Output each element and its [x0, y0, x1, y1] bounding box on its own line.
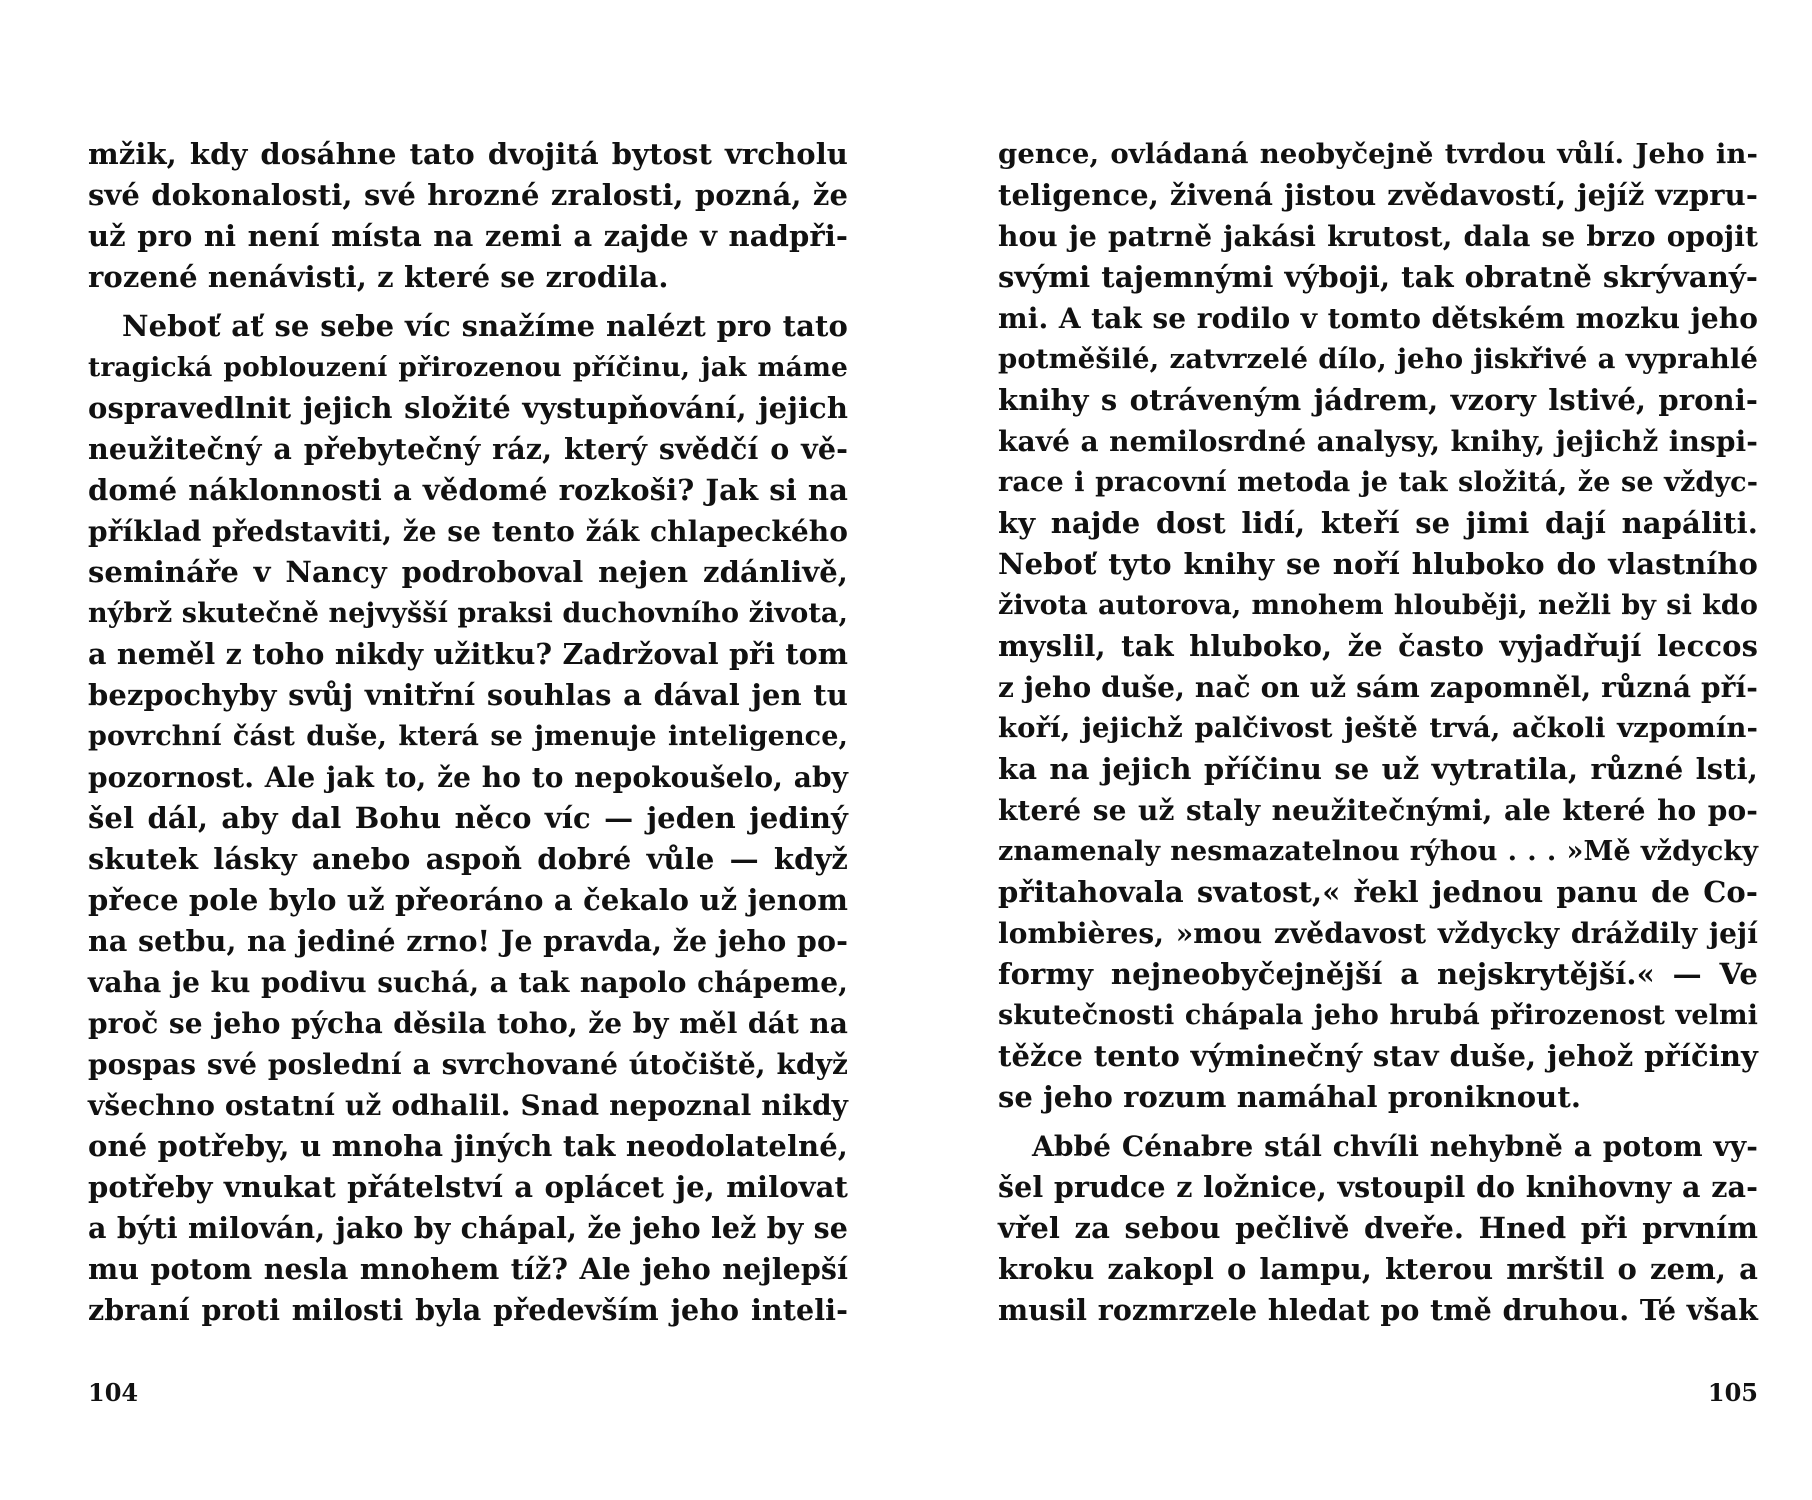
text-line: oné potřeby, u mnoha jiných tak neodolatelné, — [88, 1129, 848, 1163]
text-line: skutečnosti chápala jeho hrubá přirozenost velmi — [998, 1000, 1758, 1031]
right-page-text — [998, 134, 1758, 1331]
text-line: potměšilé, zatvrzelé dílo, jeho jiskřivé a vyprahlé — [998, 343, 1758, 375]
text-line: těžce tento výminečný stav duše, jehož příčiny — [998, 1039, 1758, 1073]
text-line: pospas své poslední a svrchované útočiště, když — [88, 1048, 848, 1081]
text-line: nýbrž skutečně nejvyšší praksi duchovního života, — [88, 598, 848, 629]
text-line: domé náklonnosti a vědomé rozkoši? Jak si na — [88, 473, 848, 507]
text-line: kavé a nemilosrdné analysy, knihy, jejichž inspi- — [998, 425, 1758, 458]
text-line: Neboť ať se sebe víc snažíme nalézt pro tato — [122, 309, 848, 343]
text-line: mžik, kdy dosáhne tato dvojitá bytost vrcholu — [88, 137, 848, 171]
text-line: vřel za sebou pečlivě dveře. Hned při prvním — [998, 1211, 1758, 1245]
text-line: mu potom nesla mnohem tíž? Ale jeho nejlepší — [88, 1252, 848, 1286]
text-line: neužitečný a přebytečný ráz, který svědčí o vě- — [88, 432, 848, 466]
text-line: zbraní proti milosti byla především jeho inteli- — [88, 1293, 848, 1327]
text-line: které se už staly neužitečnými, ale které ho po- — [998, 794, 1758, 827]
text-line: a býti milován, jako by chápal, že jeho lež by se — [88, 1211, 848, 1245]
text-line: bezpochyby svůj vnitřní souhlas a dával jen tu — [88, 678, 848, 712]
text-line: potřeby vnukat přátelství a oplácet je, milovat — [88, 1170, 848, 1204]
text-line: své dokonalosti, své hrozné zralosti, pozná, že — [88, 178, 848, 212]
text-line: a neměl z toho nikdy užitku? Zadržoval při tom — [88, 637, 848, 671]
text-line: ky najde dost lidí, kteří se jimi dají napáliti. — [998, 506, 1758, 540]
text-line: semináře v Nancy podroboval nejen zdánlivě, — [88, 555, 848, 589]
text-line: mi. A tak se rodilo v tomto dětském mozku jeho — [998, 302, 1758, 335]
text-line: pozornost. Ale jak to, že ho to nepokoušelo, aby — [88, 761, 848, 794]
text-line: rozené nenávisti, z které se zrodila. — [88, 260, 669, 294]
text-line: knihy s otráveným jádrem, vzory lstivé, proni- — [998, 383, 1758, 417]
left-page — [88, 0, 848, 1500]
text-line: koří, jejichž palčivost ještě trvá, ačkoli vzpomín- — [998, 712, 1758, 744]
text-line: vaha je ku podivu suchá, a tak napolo chápeme, — [88, 966, 848, 999]
text-line: šel prudce z ložnice, vstoupil do knihovny a za- — [998, 1170, 1758, 1204]
text-line: musil rozmrzele hledat po tmě druhou. Té však — [998, 1293, 1758, 1327]
left-page-text — [88, 134, 848, 1331]
text-line: lombières, »mou zvědavost vždycky dráždily její — [998, 917, 1758, 950]
text-line: všechno ostatní už odhalil. Snad nepoznal nikdy — [88, 1089, 848, 1122]
text-line: znamenaly nesmazatelnou rýhou . . . »Mě vždycky — [998, 836, 1758, 867]
text-line: příklad představiti, že se tento žák chlapeckého — [88, 515, 848, 548]
text-line: už pro ni není místa na zemi a zajde v nadpři- — [88, 219, 848, 253]
page-number: 105 — [1707, 1378, 1758, 1407]
page-number: 104 — [88, 1378, 139, 1407]
text-line: z jeho duše, nač on už sám zapomněl, různá pří- — [998, 671, 1758, 704]
text-line: se jeho rozum namáhal proniknout. — [998, 1080, 1582, 1114]
text-line: ka na jejich příčinu se už vytratila, různé lsti, — [998, 752, 1758, 786]
text-line: povrchní část duše, která se jmenuje inteligence, — [88, 721, 848, 752]
text-line: tragická poblouzení přirozenou příčinu, jak máme — [88, 352, 848, 383]
text-line: hou je patrně jakási krutost, dala se brzo opojit — [998, 220, 1758, 253]
text-line: šel dál, aby dal Bohu něco víc — jeden jediný — [88, 801, 848, 835]
text-line: gence, ovládaná neobyčejně tvrdou vůlí. Jeho in- — [998, 138, 1758, 170]
text-line: race i pracovní metoda je tak složitá, že se vždyc- — [998, 467, 1758, 498]
text-line: přece pole bylo už přeoráno a čekalo už jenom — [88, 883, 848, 917]
text-line: přitahovala svatost,« řekl jednou panu de Co- — [998, 875, 1758, 909]
text-line: formy nejneobyčejnější a nejskrytější.« — Ve — [998, 957, 1758, 991]
text-line: myslil, tak hluboko, že často vyjadřují leccos — [998, 629, 1758, 663]
text-line: Neboť tyto knihy se noří hluboko do vlastního — [998, 547, 1758, 581]
text-line: skutek lásky anebo aspoň dobré vůle — když — [88, 842, 848, 876]
text-line: svými tajemnými výboji, tak obratně skrývaný- — [998, 260, 1758, 294]
text-line: na setbu, na jediné zrno! Je pravda, že jeho po- — [88, 924, 848, 958]
text-line: proč se jeho pýcha děsila toho, že by měl dát na — [88, 1007, 848, 1040]
text-line: kroku zakopl o lampu, kterou mrštil o zem, a — [998, 1252, 1758, 1286]
text-line: teligence, živená jistou zvědavostí, jejíž vzpru- — [998, 178, 1758, 212]
right-page — [998, 0, 1758, 1500]
text-line: ospravedlnit jejich složité vystupňování, jejich — [88, 391, 848, 425]
text-line: Abbé Cénabre stál chvíli nehybně a potom vy- — [1032, 1130, 1758, 1163]
text-line: života autorova, mnohem hlouběji, nežli by si kdo — [998, 590, 1758, 621]
